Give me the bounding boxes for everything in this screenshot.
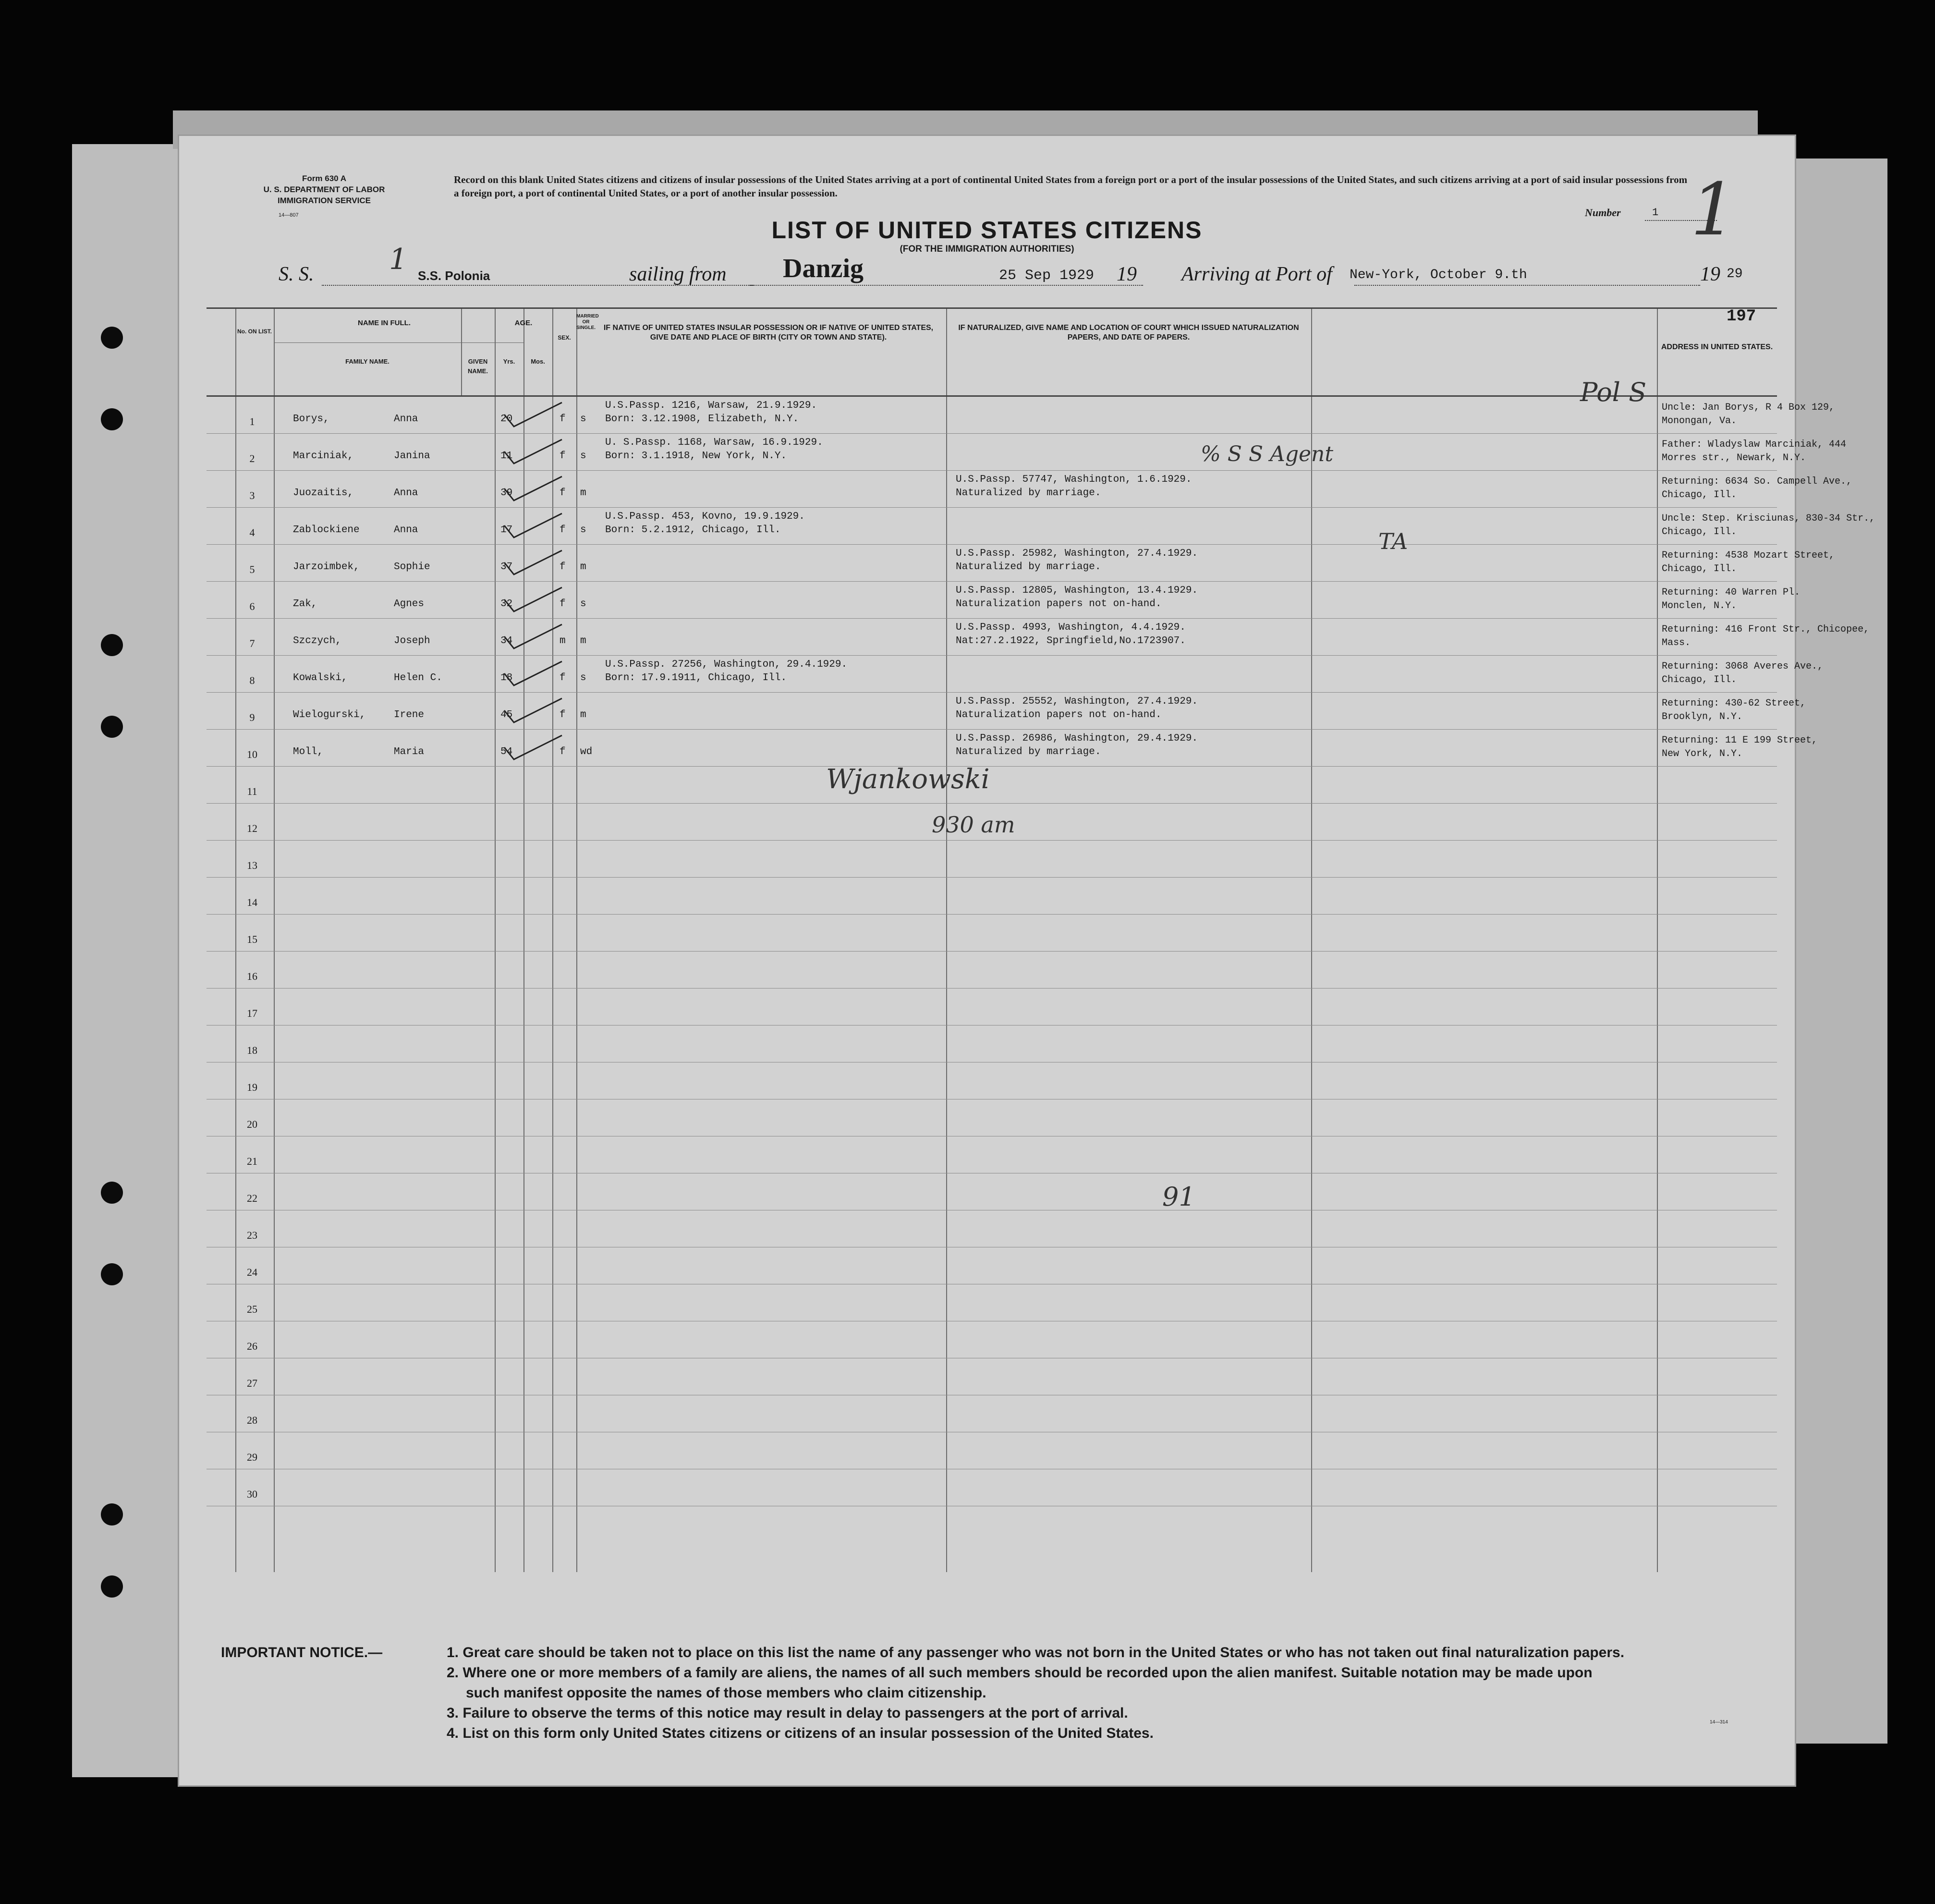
header-naturalized: IF NATURALIZED, GIVE NAME AND LOCATION OF COURT WHICH ISSUED NATURALIZATION PAPERS, AND DATE OF PAPERS. [958,324,1299,342]
row-number: 20 [247,1118,257,1130]
naturalization-line-2: Naturalized by marriage. [956,488,1101,499]
address-line-1: Returning: 3068 Averes Ave., [1662,661,1824,672]
table-row-empty [207,1210,1777,1247]
row-number: 14 [247,896,257,908]
address-line-1: Uncle: Step. Krisciunas, 830-34 Str., [1662,513,1875,524]
page-title: LIST OF UNITED STATES CITIZENS [771,217,1203,244]
row-number: 28 [247,1414,257,1426]
check-mark-icon [495,437,567,466]
sex: m [560,635,566,647]
binder-hole [101,1263,123,1285]
header-birth: IF NATIVE OF UNITED STATES INSULAR POSSESSION OR IF NATIVE OF UNITED STATES, GIVE DATE AND PLACE OF BIRTH (CITY OR TOWN AND STATE). [603,324,934,342]
row-number: 21 [247,1155,257,1167]
birth-line-1: U. S.Passp. 1168, Warsaw, 16.9.1929. [605,437,823,448]
binder-hole [101,327,123,349]
marital-status: m [580,635,586,647]
form-number: Form 630 A [302,174,346,183]
service: IMMIGRATION SERVICE [278,196,371,205]
birth-line-2: Born: 3.1.1918, New York, N.Y. [605,451,787,462]
given-name: Maria [394,746,425,757]
header-age: AGE. [514,319,533,327]
given-name: Anna [394,414,418,425]
address-line-1: Returning: 430-62 Street, [1662,698,1806,709]
marital-status: s [580,414,586,425]
table-row-empty [207,766,1777,804]
table-row [207,470,1852,508]
port-to-line [1354,285,1700,286]
row-number: 25 [247,1303,257,1315]
address-line-2: Chicago, Ill. [1662,526,1737,537]
check-mark-icon [495,400,567,429]
row-number: 4 [249,526,255,538]
row-number: 5 [249,563,255,575]
age-years: 17 [500,525,513,536]
table-row-empty [207,1469,1777,1506]
address-line-2: Mass. [1662,637,1691,648]
sex: f [560,709,566,720]
naturalization-line-2: Naturalized by marriage. [956,561,1101,573]
naturalization-line-1: U.S.Passp. 25982, Washington, 27.4.1929. [956,548,1198,559]
notice-item-4: 4. List on this form only United States citizens or citizens of an insular possession of the United States. [447,1725,1154,1741]
address-line-2: Chicago, Ill. [1662,674,1737,685]
header-sex: SEX. [558,334,571,341]
ta-annotation: TA [1378,528,1408,554]
sex: f [560,672,566,683]
given-name: Irene [394,709,425,720]
manifest-page [178,134,1875,1787]
sailing-label: sailing from [629,263,727,285]
family-name: Moll, [293,746,324,757]
row-number: 2 [249,452,255,464]
form-identifier [221,173,427,206]
birth-line-1: U.S.Passp. 27256, Washington, 29.4.1929. [605,659,848,670]
address-line-1: Returning: 416 Front Str., Chicopee, [1662,624,1870,635]
department: U. S. DEPARTMENT OF LABOR [263,185,385,194]
marital-status: s [580,525,586,536]
check-mark-icon [495,733,567,762]
sex: f [560,451,566,462]
address-line-2: Chicago, Ill. [1662,563,1737,574]
time-annotation: 930 am [932,812,1015,838]
given-name: Sophie [394,561,430,573]
footer-code: 14—314 [1710,1720,1728,1725]
table-row-empty [207,914,1777,952]
ss-mark: 1 [389,243,408,276]
header-name-in-full: NAME IN FULL. [358,319,411,327]
table-row-empty [207,840,1777,878]
address-line-2: New York, N.Y. [1662,748,1743,759]
row-number: 30 [247,1488,257,1500]
form-code: 14—807 [279,212,299,218]
check-mark-icon [495,659,567,688]
marital-status: m [580,561,586,573]
given-name: Helen C. [394,672,442,683]
address-line-1: Uncle: Jan Borys, R 4 Box 129, [1662,402,1835,413]
back-sheet-right [1787,159,1887,1744]
given-name: Joseph [394,635,430,647]
number-value: 1 [1652,207,1659,219]
table-row-empty [207,1173,1777,1210]
row-number: 22 [247,1192,257,1204]
sex: f [560,414,566,425]
mid-page-number: 91 [1162,1182,1195,1212]
table-row-empty [207,1395,1777,1432]
check-mark-icon [495,696,567,725]
table-row-empty [207,877,1777,915]
family-name: Szczych, [293,635,341,647]
family-name: Jarzoimbek, [293,561,360,573]
age-years: 45 [500,709,513,720]
table-row [207,692,1806,730]
row-number: 19 [247,1081,257,1093]
header-married-single: MARRIED OR SINGLE. [576,314,599,330]
table-row [207,618,1870,656]
naturalization-line-1: U.S.Passp. 4993, Washington, 4.4.1929. [956,622,1186,633]
row-number: 8 [249,674,255,686]
birth-line-2: Born: 17.9.1911, Chicago, Ill. [605,672,787,683]
sex: f [560,488,566,499]
table-row [207,581,1801,619]
table-row-empty [207,1358,1777,1395]
address-line-2: Brooklyn, N.Y. [1662,711,1743,722]
family-name: Zak, [293,598,317,610]
row-number: 29 [247,1451,257,1463]
table-row-empty [207,1136,1777,1173]
row-number: 7 [249,637,255,649]
notice-item-2-cont: such manifest opposite the names of those members who claim citizenship. [466,1685,986,1701]
given-name: Anna [394,525,418,536]
check-mark-icon [495,511,567,540]
age-years: 18 [500,672,513,683]
address-line-1: Returning: 6634 So. Campell Ave., [1662,476,1852,487]
address-annotation: Pol S [1580,377,1647,407]
table-row-empty [207,1025,1777,1062]
port-from: Danzig [783,254,864,283]
address-line-2: Monclen, N.Y. [1662,600,1737,611]
address-line-2: Morres str., Newark, N.Y. [1662,452,1806,464]
address-line-2: Monongan, Va. [1662,415,1737,427]
binder-hole [101,1575,123,1598]
table-row [207,507,1875,545]
notice-item-3: 3. Failure to observe the terms of this notice may result in delay to passengers at the port of arrival. [447,1705,1128,1721]
sex: f [560,525,566,536]
birth-line-2: Born: 3.12.1908, Elizabeth, N.Y. [605,414,799,425]
handwritten-number: 1 [1691,168,1737,252]
table-body [207,396,1875,1568]
notice-title: IMPORTANT NOTICE.— [221,1645,383,1660]
table-row-empty [207,951,1777,989]
marital-status: s [580,451,586,462]
binder-hole [101,1503,123,1526]
naturalization-line-2: Nat:27.2.1922, Springfield,No.1723907. [956,635,1186,647]
table-row [207,433,1847,471]
table-row-empty [207,1247,1777,1284]
age-years: 54 [500,746,513,757]
check-mark-icon [495,548,567,577]
ship-name: S.S. Polonia [418,269,490,283]
table-row-empty [207,1284,1777,1321]
family-name: Borys, [293,414,329,425]
row-number: 18 [247,1044,257,1056]
naturalization-line-1: U.S.Passp. 25552, Washington, 27.4.1929. [956,696,1198,707]
address-line-2: Chicago, Ill. [1662,489,1737,500]
table-row-empty [207,1321,1777,1358]
naturalization-line-2: Naturalization papers not on-hand. [956,709,1162,720]
naturalization-line-2: Naturalization papers not on-hand. [956,598,1162,610]
naturalization-line-1: U.S.Passp. 26986, Washington, 29.4.1929. [956,733,1198,744]
row-number: 3 [249,489,255,501]
birth-line-1: U.S.Passp. 453, Kovno, 19.9.1929. [605,511,805,522]
address-line-1: Returning: 11 E 199 Street, [1662,735,1818,746]
family-name: Wielogurski, [293,709,366,720]
notice-item-1: 1. Great care should be taken not to place on this list the name of any passenger who was not born in the United States or who has not taken out final naturalization papers. [447,1645,1625,1660]
row-number: 27 [247,1377,257,1389]
age-years: 32 [500,598,513,610]
header-no-on-list: No. ON LIST. [237,328,272,335]
page-subtitle: (FOR THE IMMIGRATION AUTHORITIES) [900,244,1074,254]
port-from-line [749,285,1143,286]
binder-hole [101,408,123,430]
sex: f [560,746,566,757]
row-number: 23 [247,1229,257,1241]
family-name: Kowalski, [293,672,348,683]
address-line-1: Father: Wladyslaw Marciniak, 444 [1662,439,1847,450]
given-name: Agnes [394,598,425,610]
port-to: New-York, October 9.th [1350,268,1527,282]
back-sheet [72,144,187,1777]
row-number: 17 [247,1007,257,1019]
row-number: 11 [247,785,257,797]
row-number: 9 [249,711,255,723]
naturalization-line-1: U.S.Passp. 12805, Washington, 13.4.1929. [956,585,1198,596]
year-suffix: 29 [1727,267,1743,281]
table-row-empty [207,1062,1777,1099]
birth-line-2: Born: 5.2.1912, Chicago, Ill. [605,525,781,536]
row-number: 1 [249,415,255,427]
birth-line-1: U.S.Passp. 1216, Warsaw, 21.9.1929. [605,400,817,411]
naturalization-line-1: U.S.Passp. 57747, Washington, 1.6.1929. [956,474,1192,485]
notice-item-2: 2. Where one or more members of a family are aliens, the names of all such members should be recorded upon the alien manifest. Suitable notation may be made upon [447,1665,1593,1681]
given-name: Anna [394,488,418,499]
family-name: Zablockiene [293,525,360,536]
check-mark-icon [495,585,567,614]
header-yrs: Yrs. [503,358,515,365]
ss-label: S. S. [279,263,314,285]
row-number: 26 [247,1340,257,1352]
marital-status: m [580,709,586,720]
address-line-1: Returning: 4538 Mozart Street, [1662,550,1835,561]
row-number: 15 [247,933,257,945]
year-prefix-2: 19 [1700,263,1720,285]
sex: f [560,561,566,573]
sex: f [560,598,566,610]
page-number-stamp: 197 [1727,307,1756,326]
table-row-empty [207,1432,1777,1469]
given-name: Janina [394,451,430,462]
marital-status: s [580,672,586,683]
table-row [207,655,1824,693]
family-name: Marciniak, [293,451,354,462]
age-years: 34 [500,635,513,647]
row-number: 24 [247,1266,257,1278]
marital-status: m [580,488,586,499]
age-years: 20 [500,414,513,425]
address-line-1: Returning: 40 Warren Pl. [1662,587,1801,598]
table-row [207,544,1835,582]
marital-status: wd [580,746,593,757]
check-mark-icon [495,474,567,503]
table-row [207,729,1818,767]
table-row-empty [207,988,1777,1025]
passenger-table [207,307,1875,1572]
naturalization-line-2: Naturalized by marriage. [956,746,1101,757]
year-prefix-1: 19 [1117,263,1137,285]
table-row-empty [207,1099,1777,1136]
age-years: 11 [500,451,513,462]
family-name: Juozaitis, [293,488,354,499]
record-instruction: Record on this blank United States citizens and citizens of insular possessions of the United States arriving at a port of continental United States from a foreign port or a port of the insular possessions of the United States, and such citizens arriving at a port of said insular possessions from a foreign port, a port of continental United States, or a port of another insular possession. [454,174,1688,199]
row-number: 13 [247,859,257,871]
agent-annotation: % S S Agent [1201,442,1334,466]
header-mos: Mos. [531,358,545,365]
row-number: 6 [249,600,255,612]
binder-hole [101,634,123,656]
row-number: 10 [247,748,257,760]
binder-hole [101,1182,123,1204]
row-number: 16 [247,970,257,982]
binder-hole [101,716,123,738]
age-years: 39 [500,488,513,499]
header-family-name: FAMILY NAME. [345,358,389,365]
sailing-date: 25 Sep 1929 [999,268,1095,284]
arriving-label: Arriving at Port of [1181,263,1332,285]
header-address: ADDRESS IN UNITED STATES. [1661,343,1773,351]
header-given-name: GIVEN NAME. [468,358,488,375]
age-years: 37 [500,561,513,573]
check-mark-icon [495,622,567,651]
marital-status: s [580,598,586,610]
inspector-signature: Wjankowski [826,764,990,795]
table-row [207,396,1835,434]
number-label: Number [1585,207,1621,219]
row-number: 12 [247,822,257,834]
